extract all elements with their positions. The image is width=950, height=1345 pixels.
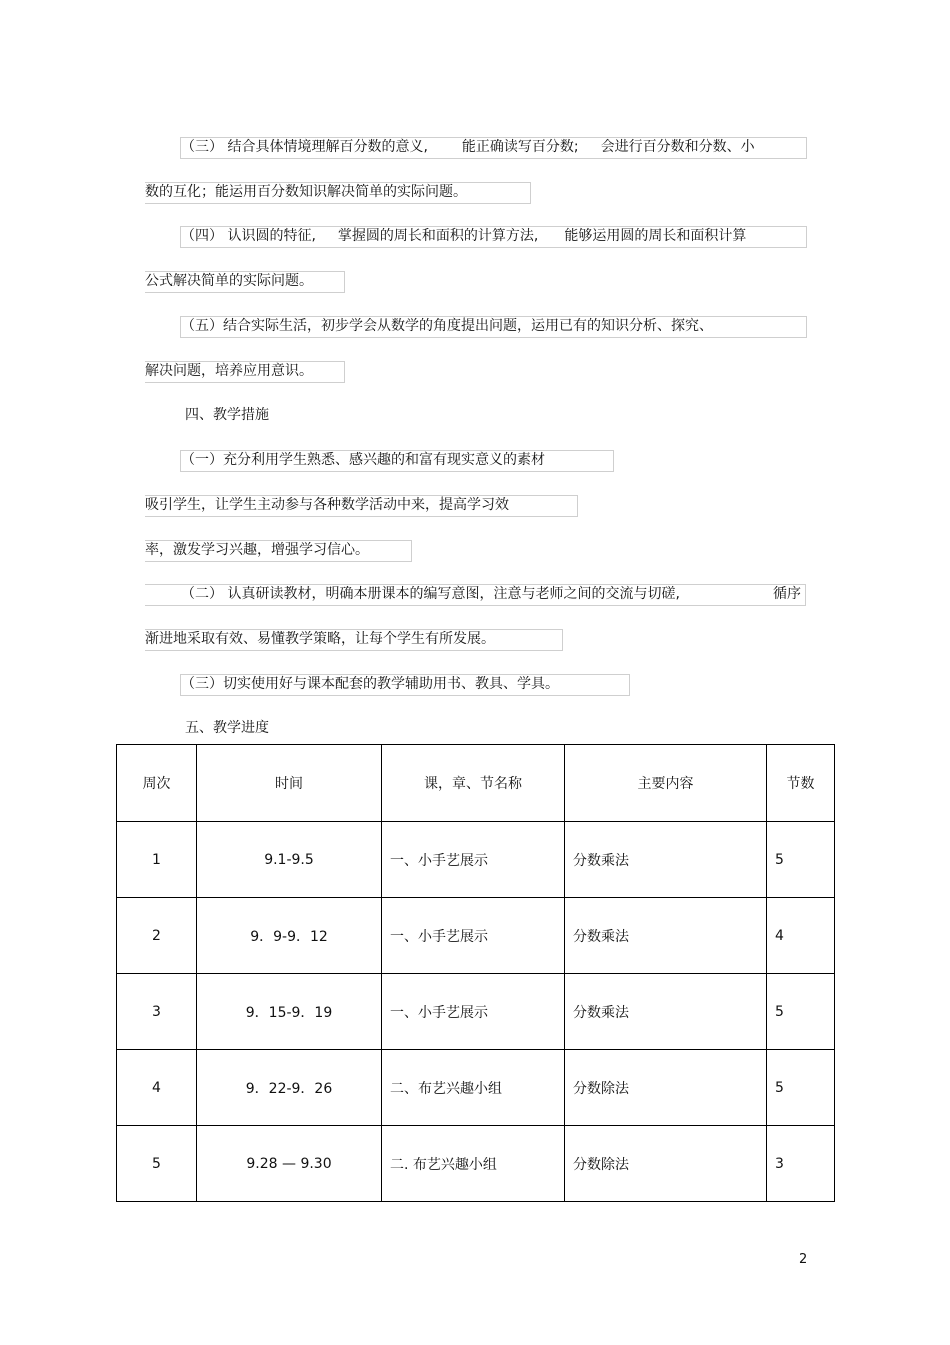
header-content: 主要内容	[565, 745, 767, 822]
schedule-table	[116, 744, 835, 1202]
table-row	[117, 1050, 835, 1126]
objective-4-line-1	[181, 226, 746, 246]
section-heading-measures: 四、教学措施	[185, 407, 269, 423]
measure-2-line-2: 渐进地采取有效、易懂教学策略，让每个学生有所发展。	[145, 631, 495, 647]
objective-4-part-a: （四） 认识圆的特征,	[181, 228, 316, 244]
section-heading-schedule: 五、教学进度	[185, 720, 269, 736]
cell-content: 分数乘法	[565, 974, 767, 1050]
objective-4-part-b: 掌握圆的周长和面积的计算方法,	[337, 228, 539, 244]
cell-lesson: 二、布艺兴趣小组	[382, 1050, 565, 1126]
measure-2-line-1-end: 循序	[773, 586, 801, 602]
objective-5-line-1: （五）结合实际生活，初步学会从数学的角度提出问题，运用已有的知识分析、探究、	[181, 318, 713, 334]
cell-lesson: 一、小手艺展示	[382, 898, 565, 974]
cell-time: 9．9-9．12	[197, 898, 382, 974]
cell-lesson: 二. 布艺兴趣小组	[382, 1126, 565, 1202]
cell-content: 分数除法	[565, 1126, 767, 1202]
cell-week: 3	[117, 974, 197, 1050]
cell-content: 分数乘法	[565, 898, 767, 974]
cell-periods: 3	[767, 1126, 835, 1202]
cell-lesson: 一、小手艺展示	[382, 974, 565, 1050]
cell-periods: 5	[767, 1050, 835, 1126]
measure-3-line-1: （三）切实使用好与课本配套的教学辅助用书、教具、学具。	[181, 676, 559, 692]
measure-1-line-2: 吸引学生，让学生主动参与各种数学活动中来，提高学习效	[145, 497, 509, 513]
cell-time: 9.1-9.5	[197, 822, 382, 898]
cell-week: 1	[117, 822, 197, 898]
measure-1-line-3: 率，激发学习兴趣，增强学习信心。	[145, 542, 369, 558]
header-week: 周次	[117, 745, 197, 822]
measure-1-line-1: （一）充分利用学生熟悉、感兴趣的和富有现实意义的素材	[181, 452, 545, 468]
header-lesson: 课，章、节名称	[382, 745, 565, 822]
page-number: 2	[799, 1252, 808, 1267]
header-time: 时间	[197, 745, 382, 822]
cell-periods: 5	[767, 822, 835, 898]
measure-2-line-1: （二） 认真研读教材，明确本册课本的编写意图，注意与老师之间的交流与切磋,	[181, 586, 680, 602]
cell-periods: 4	[767, 898, 835, 974]
objective-3-line-1	[181, 137, 755, 157]
objective-3-part-a: （三） 结合具体情境理解百分数的意义,	[181, 139, 428, 155]
cell-time: 9.28 — 9.30	[197, 1126, 382, 1202]
objective-5-line-2: 解决问题，培养应用意识。	[145, 363, 313, 379]
cell-content: 分数除法	[565, 1050, 767, 1126]
cell-periods: 5	[767, 974, 835, 1050]
cell-time: 9．22-9．26	[197, 1050, 382, 1126]
header-periods: 节数	[767, 745, 835, 822]
objective-4-line-2: 公式解决简单的实际问题。	[145, 273, 313, 289]
cell-time: 9．15-9．19	[197, 974, 382, 1050]
objective-3-line-2: 数的互化；能运用百分数知识解决简单的实际问题。	[145, 184, 467, 200]
cell-week: 4	[117, 1050, 197, 1126]
table-row	[117, 822, 835, 898]
table-row	[117, 1126, 835, 1202]
objective-3-part-c: 会进行百分数和分数、小	[600, 139, 755, 155]
cell-content: 分数乘法	[565, 822, 767, 898]
cell-week: 5	[117, 1126, 197, 1202]
table-row	[117, 898, 835, 974]
table-header-row	[117, 745, 835, 822]
objective-3-part-b: 能正确读写百分数;	[461, 139, 579, 155]
cell-week: 2	[117, 898, 197, 974]
objective-4-part-c: 能够运用圆的周长和面积计算	[564, 228, 747, 244]
cell-lesson: 一、小手艺展示	[382, 822, 565, 898]
table-row	[117, 974, 835, 1050]
